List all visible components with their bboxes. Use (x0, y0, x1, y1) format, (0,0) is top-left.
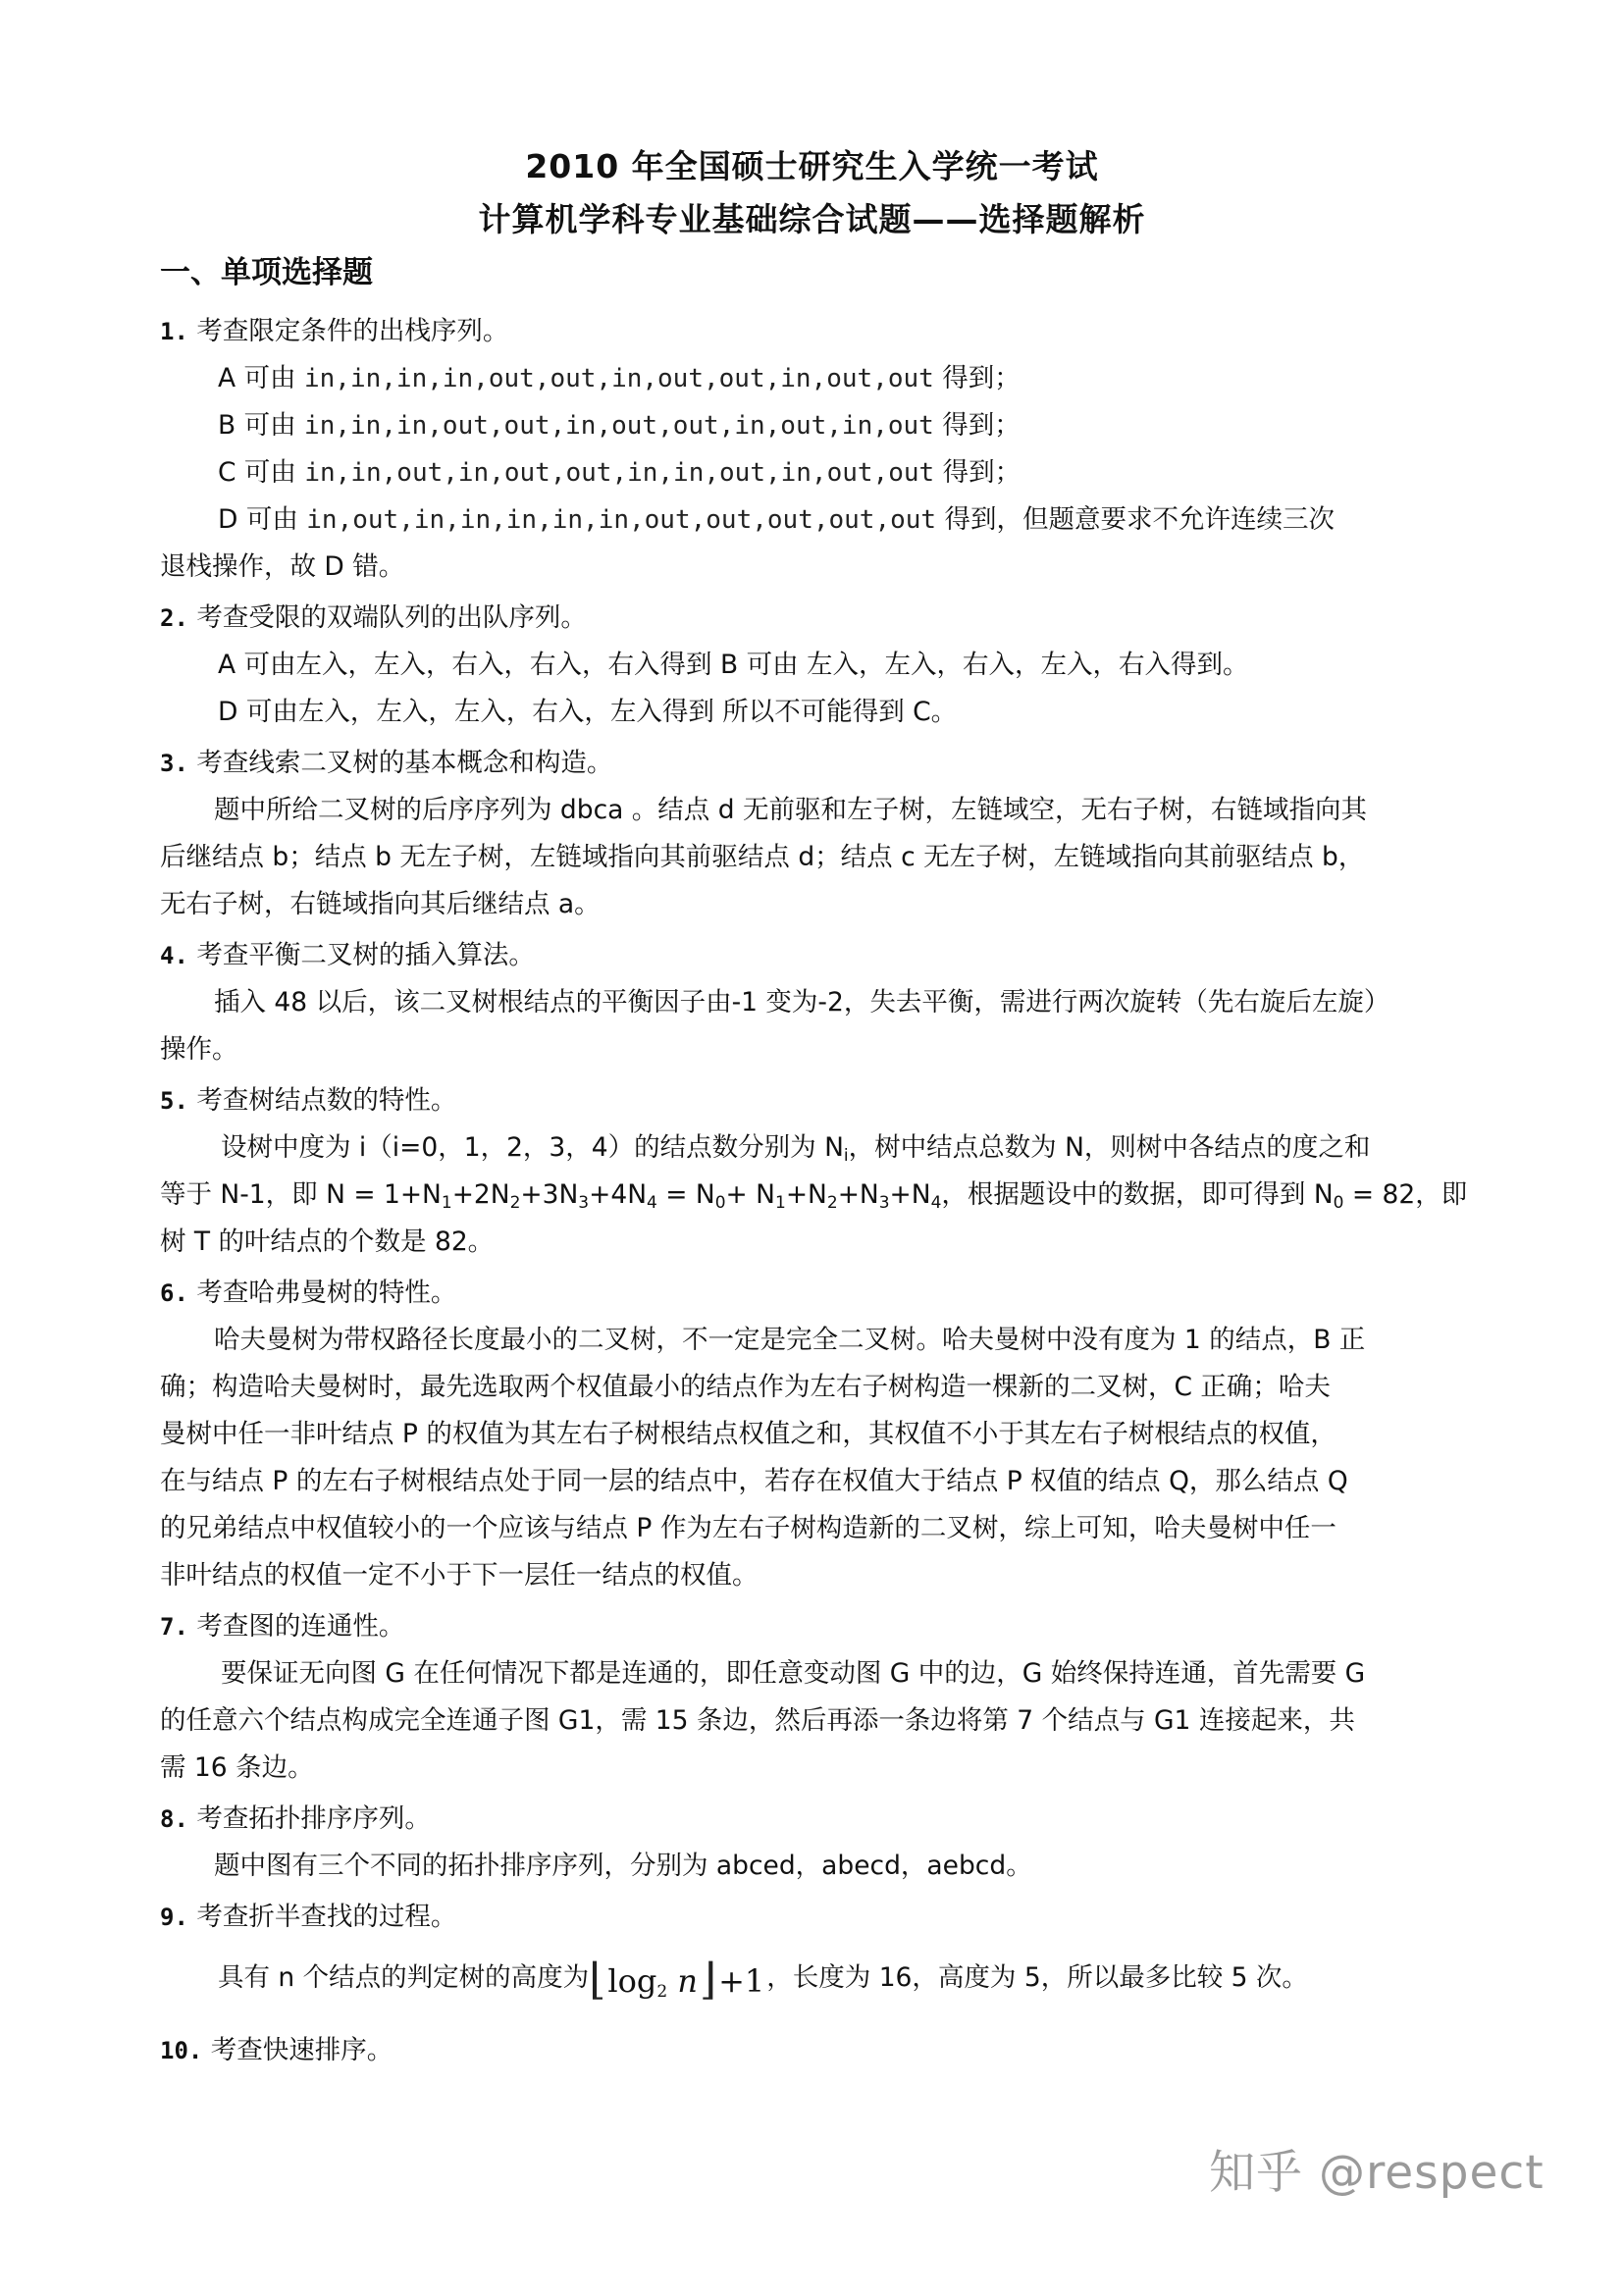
floor-right-bracket: ⌋ (699, 1955, 717, 2005)
q9-para-line1 (218, 1955, 1533, 2005)
q3-number: 3. (160, 750, 188, 777)
q1-c-sequence: in,in,out,in,out,out,in,in,out,in,out,out (304, 458, 935, 488)
q5-text: 等于 N-1，即 N = 1+N (160, 1179, 442, 1210)
q1-title: 考查限定条件的出栈序列。 (196, 316, 509, 346)
q9-number: 9. (160, 1904, 188, 1931)
q1-heading (160, 314, 1475, 349)
q2-number: 2. (160, 604, 188, 632)
floor-left-bracket: ⌊ (589, 1955, 606, 2005)
q1-number: 1. (160, 318, 188, 345)
q6-para-line4: 在与结点 P 的左右子树根结点处于同一层的结点中，若存在权值大于结点 P 权值的结点 Q，那么结点 Q (160, 1466, 1348, 1496)
q6-para-line3: 曼树中任一非叶结点 P 的权值为其左右子树根结点权值之和，其权值不小于其左右子树根结点的权值， (160, 1419, 1336, 1449)
log-formula (607, 1962, 698, 2002)
q5-subscript: 0 (1333, 1193, 1344, 1213)
q5-text: ，树中结点总数为 N，则树中各结点的度之和 (848, 1132, 1371, 1163)
zhihu-watermark: 知乎 @respect (1209, 2146, 1545, 2200)
q9-heading (160, 1900, 1475, 1935)
q6-number: 6. (160, 1279, 188, 1307)
q9-text: 具有 n 个结点的判定树的高度为 (218, 1962, 590, 1993)
q7-title: 考查图的连通性。 (196, 1611, 405, 1642)
q1-option-a (218, 361, 1533, 396)
q2-title: 考查受限的双端队列的出队序列。 (196, 602, 587, 633)
q2-line2: D 可由左入，左入，左入，右入，左入得到 所以不可能得到 C。 (218, 697, 958, 727)
q1-a-sequence: in,in,in,in,out,out,in,out,out,in,out,out (304, 364, 934, 393)
q6-title: 考查哈弗曼树的特性。 (196, 1278, 457, 1308)
q4-title: 考查平衡二叉树的插入算法。 (196, 940, 535, 970)
q5-title: 考查树结点数的特性。 (196, 1085, 457, 1116)
q6-para-line6: 非叶结点的权值一定不小于下一层任一结点的权值。 (160, 1560, 759, 1591)
q5-text: +2N (451, 1179, 510, 1210)
q4-para-line2: 操作。 (160, 1034, 238, 1065)
q5-para-line2 (160, 1177, 1475, 1213)
section-heading: 一、单项选择题 (160, 255, 373, 290)
q1-option-c (218, 455, 1533, 491)
doc-title-line2: 计算机学科专业基础综合试题——选择题解析 (478, 200, 1146, 238)
q8-number: 8. (160, 1805, 188, 1833)
q5-subscript: 4 (930, 1193, 942, 1213)
q5-text: +N (785, 1179, 827, 1210)
q5-text: +3N (520, 1179, 579, 1210)
q7-para-line3: 需 16 条边。 (160, 1752, 314, 1783)
q5-para-line3: 树 T 的叶结点的个数是 82。 (160, 1226, 495, 1257)
q1-a-suffix: 得到； (942, 363, 1021, 393)
q1-option-b (218, 408, 1533, 444)
q1-c-suffix: 得到； (942, 457, 1022, 488)
formula-log: log (607, 1962, 657, 2000)
formula-n: n (677, 1962, 698, 2000)
q3-para-line1: 题中所给二叉树的后序序列为 dbca 。结点 d 无前驱和左子树，左链域空，无右子树，右链域指向其 (214, 795, 1367, 825)
q5-subscript: 2 (826, 1193, 838, 1213)
q7-heading (160, 1609, 1475, 1644)
q5-text: 设树中度为 i（i=0，1，2，3，4）的结点数分别为 N (221, 1132, 844, 1163)
q5-subscript: 1 (775, 1193, 786, 1213)
q1-option-d-cont: 退栈操作，故 D 错。 (160, 551, 405, 582)
q1-b-suffix: 得到； (942, 410, 1021, 441)
q3-para-line2: 后继结点 b；结点 b 无左子树，左链域指向其前驱结点 d；结点 c 无左子树，左链域指向其前驱结点 b， (160, 842, 1365, 872)
q5-text: +N (837, 1179, 879, 1210)
q7-para-line1: 要保证无向图 G 在任何情况下都是连通的，即任意变动图 G 中的边，G 始终保持连通，首先需要 G (221, 1658, 1366, 1689)
q1-option-d (218, 502, 1533, 538)
q6-para-line5: 的兄弟结点中权值较小的一个应该与结点 P 作为左右子树构造新的二叉树，综上可知，哈夫曼树中任一 (160, 1513, 1336, 1543)
q8-title: 考查拓扑排序序列。 (196, 1803, 431, 1834)
q5-subscript: 3 (878, 1193, 890, 1213)
q6-heading (160, 1276, 1475, 1311)
q10-number: 10. (160, 2037, 203, 2064)
q5-text: + N (725, 1179, 775, 1210)
q9-title: 考查折半查找的过程。 (196, 1902, 457, 1932)
q5-para-line1 (221, 1130, 1536, 1166)
q1-b-sequence: in,in,in,out,out,in,out,out,in,out,in,out (304, 411, 934, 441)
q5-text: = N (656, 1179, 715, 1210)
q9-text: ，长度为 16，高度为 5，所以最多比较 5 次。 (766, 1962, 1308, 1993)
q5-text: +N (889, 1179, 931, 1210)
q7-para-line2: 的任意六个结点构成完全连通子图 G1，需 15 条边，然后再添一条边将第 7 个结点与 G1 连接起来，共 (160, 1705, 1355, 1736)
q1-d-suffix: 得到，但题意要求不允许连续三次 (944, 504, 1336, 535)
formula-plus: +1 (718, 1962, 765, 2000)
q4-heading (160, 938, 1475, 973)
q5-subscript: 3 (578, 1193, 590, 1213)
doc-title-line1: 2010 年全国硕士研究生入学统一考试 (525, 147, 1099, 185)
q3-para-line3: 无右子树，右链域指向其后继结点 a。 (160, 889, 601, 919)
q5-number: 5. (160, 1087, 188, 1115)
q5-subscript: 1 (441, 1193, 452, 1213)
q5-heading (160, 1083, 1475, 1119)
q5-subscript: 0 (714, 1193, 726, 1213)
formula-base: 2 (656, 1982, 668, 2002)
q1-b-prefix: B 可由 (218, 410, 296, 441)
q2-heading (160, 600, 1475, 636)
q5-text: ，根据题设中的数据，即可得到 N (941, 1179, 1334, 1210)
q6-para-line2: 确；构造哈夫曼树时，最先选取两个权值最小的结点作为左右子树构造一棵新的二叉树，C 正确；哈夫 (160, 1372, 1331, 1402)
q7-number: 7. (160, 1613, 188, 1641)
q1-d-prefix: D 可由 (218, 504, 298, 535)
q5-subscript: 4 (647, 1193, 657, 1213)
q6-para-line1: 哈夫曼树为带权路径长度最小的二叉树，不一定是完全二叉树。哈夫曼树中没有度为 1 的结点，B 正 (214, 1325, 1366, 1355)
q2-line1: A 可由左入，左入，右入，右入，右入得到 B 可由 左入，左入，右入，左入，右入得到。 (218, 650, 1249, 680)
q8-para-line1: 题中图有三个不同的拓扑排序序列，分别为 abced，abecd，aebcd。 (214, 1851, 1032, 1881)
q10-title: 考查快速排序。 (210, 2035, 393, 2065)
q3-heading (160, 746, 1475, 781)
q4-para-line1: 插入 48 以后，该二叉树根结点的平衡因子由-1 变为-2，失去平衡，需进行两次旋转（先右旋后左旋） (214, 987, 1390, 1018)
q5-text: = 82，即 (1343, 1179, 1468, 1210)
q1-d-sequence: in,out,in,in,in,in,in,out,out,out,out,out (306, 505, 937, 535)
q1-c-prefix: C 可由 (218, 457, 296, 488)
q5-text: +4N (589, 1179, 648, 1210)
q3-title: 考查线索二叉树的基本概念和构造。 (196, 748, 613, 778)
q8-heading (160, 1801, 1475, 1837)
q1-a-prefix: A 可由 (218, 363, 296, 393)
q10-heading (160, 2033, 1475, 2068)
q4-number: 4. (160, 942, 188, 969)
q5-subscript: 2 (509, 1193, 521, 1213)
q5-subscript: i (843, 1146, 849, 1166)
